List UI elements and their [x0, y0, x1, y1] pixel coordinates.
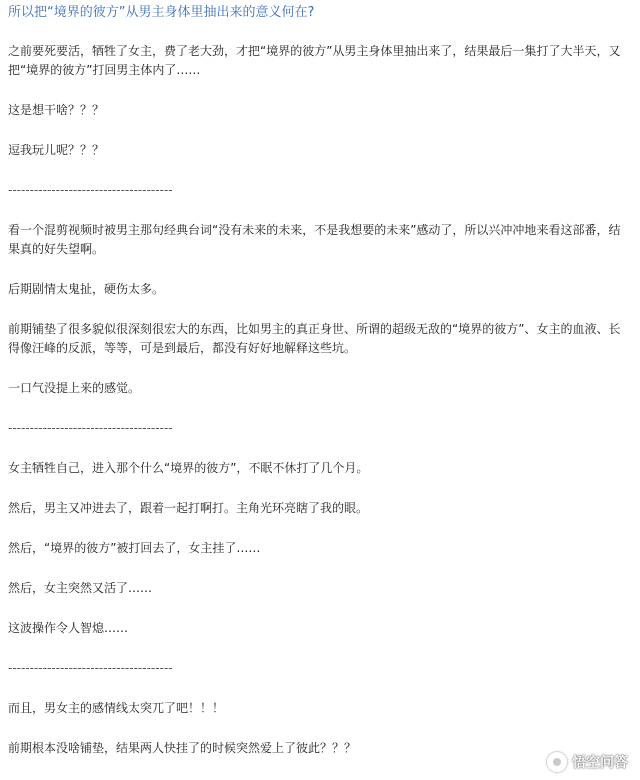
answer-body — [8, 42, 632, 779]
question-title[interactable]: 所以把“境界的彼方”从男主身体里抽出来的意义何在? — [8, 5, 315, 20]
divider-line: -------------------------------------- — [8, 421, 173, 435]
answer-paragraph: 这是想干啥？？？ — [8, 103, 105, 117]
answer-paragraph: 女主牺牲自己，进入那个什么“境界的彼方”，不眠不休打了几个月。 — [8, 461, 369, 475]
answer-paragraph: 这波操作令人智熄…… — [8, 621, 129, 635]
answer-paragraph: 前期根本没啥铺垫，结果两人快挂了的时候突然爱上了彼此？？？ — [8, 741, 357, 755]
answer-paragraph: 后期剧情太鬼扯，硬伤太多。 — [8, 282, 165, 296]
answer-paragraph: 而且，男女主的感情线太突兀了吧！！！ — [8, 701, 225, 715]
divider-line: -------------------------------------- — [8, 183, 173, 197]
watermark — [547, 752, 628, 772]
answer-paragraph: 前期铺垫了很多貌似很深刻很宏大的东西，比如男主的真正身世、所谓的超级无敌的“境界的彼方”、女主的血液、长得像汪峰的反派，等等，可是到最后，都没有好好地解释这些坑。 — [8, 322, 621, 355]
answer-paragraph: 一口气没提上来的感觉。 — [8, 381, 141, 395]
divider-line: -------------------------------------- — [8, 661, 173, 675]
answer-paragraph: 看一个混剪视频时被男主那句经典台词“没有未来的未来，不是我想要的未来”感动了，所以兴冲冲地来看这部番，结果真的好失望啊。 — [8, 223, 621, 256]
answer-paragraph: 然后，女主突然又活了…… — [8, 581, 153, 595]
wukong-logo-icon — [547, 752, 567, 772]
answer-paragraph: 逗我玩儿呢？？？ — [8, 143, 105, 157]
answer-paragraph: 然后，男主又冲进去了，跟着一起打啊打。主角光环亮瞎了我的眼。 — [8, 501, 369, 515]
answer-paragraph: 之前要死要活，牺牲了女主，费了老大劲，才把“境界的彼方”从男主身体里抽出来了，结果最后一集打了大半天，又把“境界的彼方”打回男主体内了…… — [8, 44, 621, 77]
answer-paragraph: 然后，“境界的彼方”被打回去了，女主挂了…… — [8, 541, 261, 555]
watermark-text: 悟空问答 — [572, 755, 628, 771]
